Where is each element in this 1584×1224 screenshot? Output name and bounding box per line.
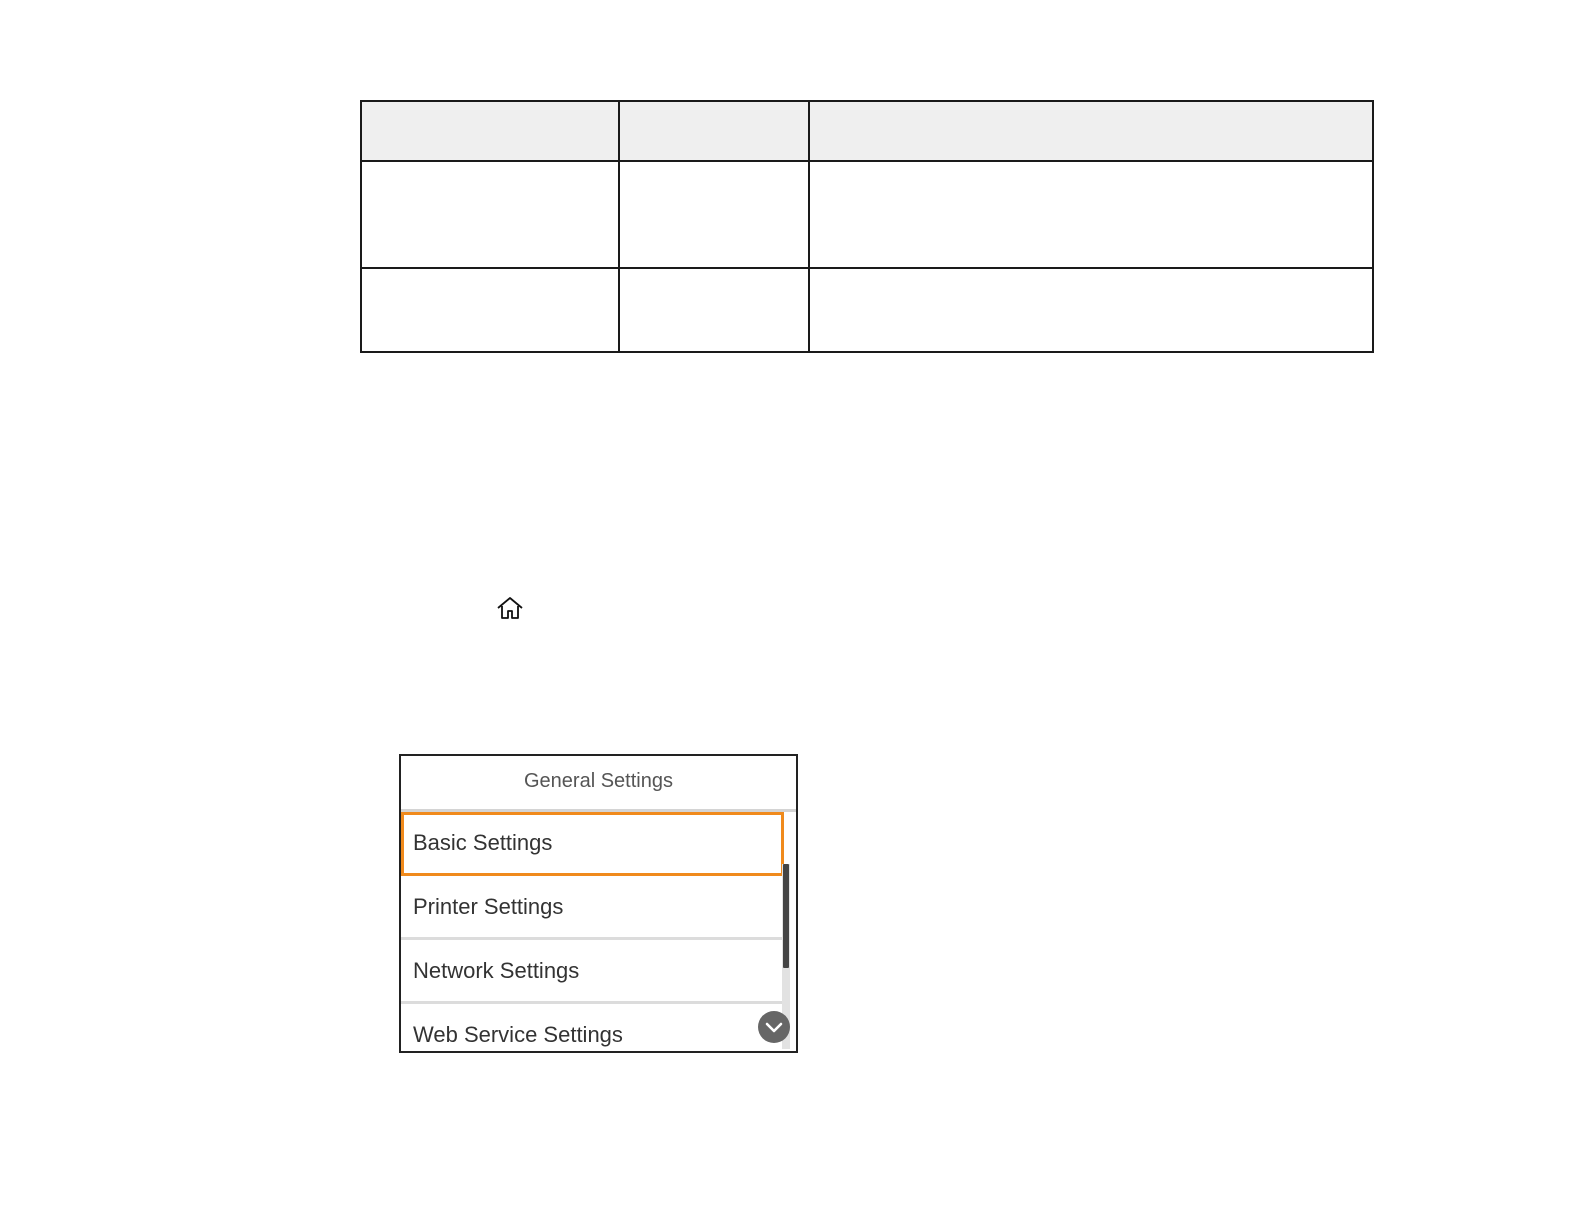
screen-title: General Settings bbox=[401, 756, 796, 812]
home-icon bbox=[495, 595, 525, 621]
settings-menu-list bbox=[401, 812, 784, 1053]
table-row bbox=[361, 268, 1373, 352]
menu-item-printer-settings[interactable]: Printer Settings bbox=[401, 876, 784, 940]
table-cell bbox=[809, 268, 1373, 352]
settings-table bbox=[360, 100, 1374, 353]
scroll-down-button[interactable] bbox=[758, 1011, 790, 1043]
table-header-cell bbox=[361, 101, 619, 161]
table-cell bbox=[809, 161, 1373, 268]
table-header-cell bbox=[809, 101, 1373, 161]
chevron-down-icon bbox=[758, 1011, 790, 1043]
table-row bbox=[361, 161, 1373, 268]
table-header-cell bbox=[619, 101, 809, 161]
table-cell bbox=[619, 268, 809, 352]
menu-item-network-settings[interactable]: Network Settings bbox=[401, 940, 784, 1004]
printer-lcd-screen bbox=[399, 754, 798, 1053]
menu-item-web-service-settings[interactable]: Web Service Settings bbox=[413, 1022, 623, 1047]
table-cell bbox=[361, 161, 619, 268]
table-header-row bbox=[361, 101, 1373, 161]
table-cell bbox=[619, 161, 809, 268]
menu-item-basic-settings[interactable]: Basic Settings bbox=[401, 812, 784, 876]
scrollbar-thumb[interactable] bbox=[783, 864, 789, 968]
table-cell bbox=[361, 268, 619, 352]
